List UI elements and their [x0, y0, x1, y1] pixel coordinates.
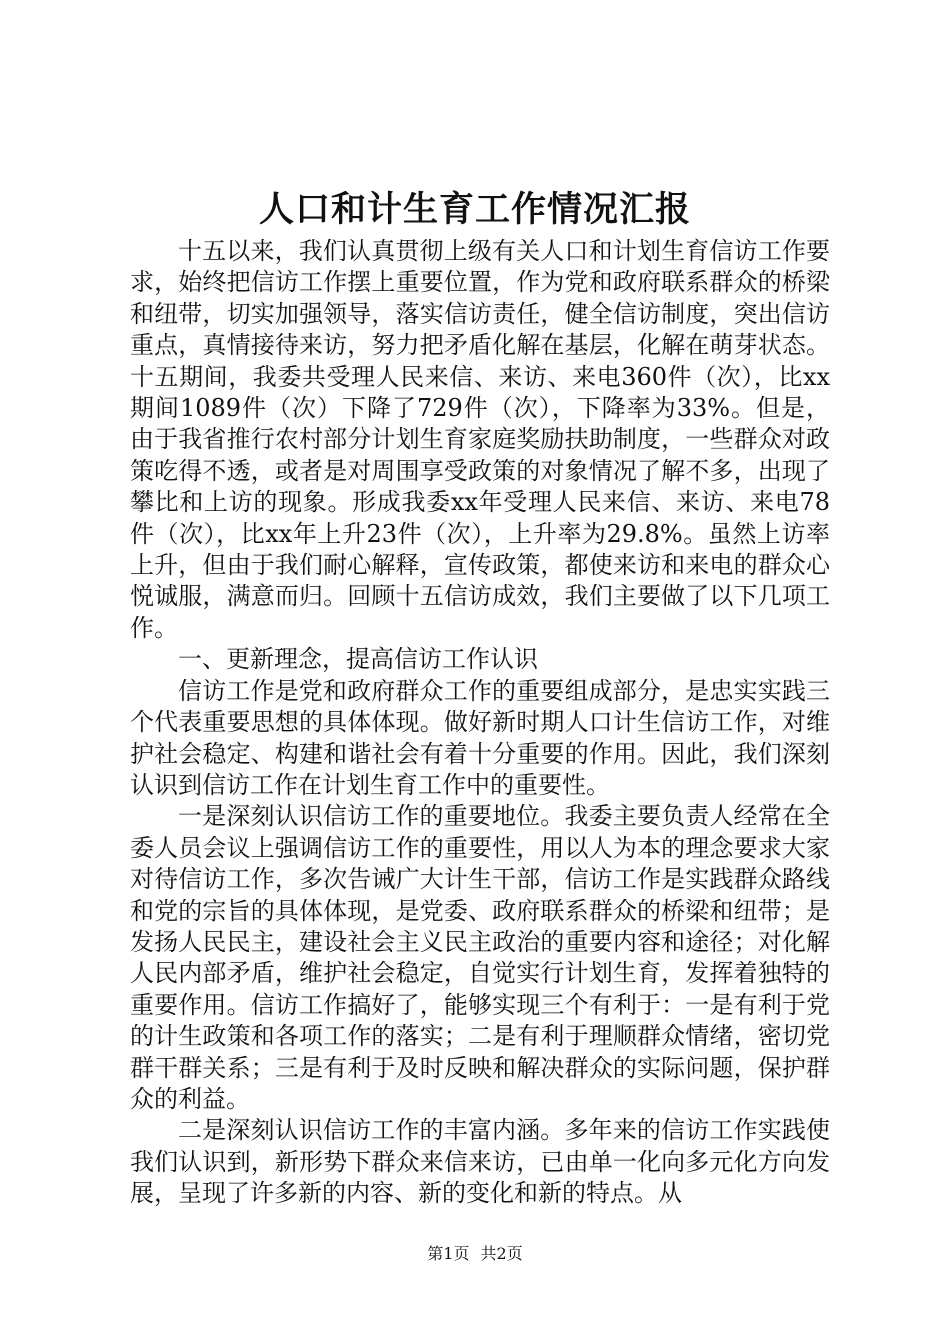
document-title: 人口和计生育工作情况汇报 [258, 189, 691, 230]
page-total: 共2页 [480, 1244, 523, 1263]
page-footer [0, 1244, 950, 1264]
document-body [130, 236, 830, 1210]
paragraph-point-1: 一是深刻认识信访工作的重要地位。我委主要负责人经常在全委人员会议上强调信访工作的重要性，用以人为本的理念要求大家对待信访工作，多次告诫广大计生干部，信访工作是实践群众路线和党的宗旨的具体体现，是党委、政府联系群众的桥梁和纽带；是发扬人民民主，建设社会主义民主政治的重要内容和途径；对化解人民内部矛盾，维护社会稳定，自觉实行计划生育，发挥着独特的重要作用。信访工作搞好了，能够实现三个有利于：一是有利于党的计生政策和各项工作的落实；二是有利于理顺群众情绪，密切党群干群关系；三是有利于及时反映和解决群众的实际问题，保护群众的利益。 [130, 802, 830, 1113]
paragraph-intro: 十五以来，我们认真贯彻上级有关人口和计划生育信访工作要求，始终把信访工作摆上重要位置，作为党和政府联系群众的桥梁和纽带，切实加强领导，落实信访责任，健全信访制度，突出信访重点，真情接待来访，努力把矛盾化解在基层，化解在萌芽状态。十五期间，我委共受理人民来信、来访、来电360件（次），比xx期间1089件（次）下降了729件（次），下降率为33%。但是，由于我省推行农村部分计划生育家庭奖励扶助制度，一些群众对政策吃得不透，或者是对周围享受政策的对象情况了解不多，出现了攀比和上访的现象。形成我委xx年受理人民来信、来访、来电78件（次），比xx年上升23件（次），上升率为29.8%。虽然上访率上升，但由于我们耐心解释，宣传政策，都使来访和来电的群众心悦诚服，满意而归。回顾十五信访成效，我们主要做了以下几项工作。 [130, 237, 830, 642]
page-number: 第1页 [427, 1244, 470, 1263]
paragraph-section-1: 信访工作是党和政府群众工作的重要组成部分，是忠实实践三个代表重要思想的具体体现。做好新时期人口计生信访工作，对维护社会稳定、构建和谐社会有着十分重要的作用。因此，我们深刻认识到信访工作在计划生育工作中的重要性。 [130, 676, 830, 799]
paragraph-point-2: 二是深刻认识信访工作的丰富内涵。多年来的信访工作实践使我们认识到，新形势下群众来信来访，已由单一化向多元化方向发展，呈现了许多新的内容、新的变化和新的特点。从 [130, 1116, 830, 1208]
section-heading-1: 一、更新理念，提高信访工作认识 [178, 645, 538, 674]
